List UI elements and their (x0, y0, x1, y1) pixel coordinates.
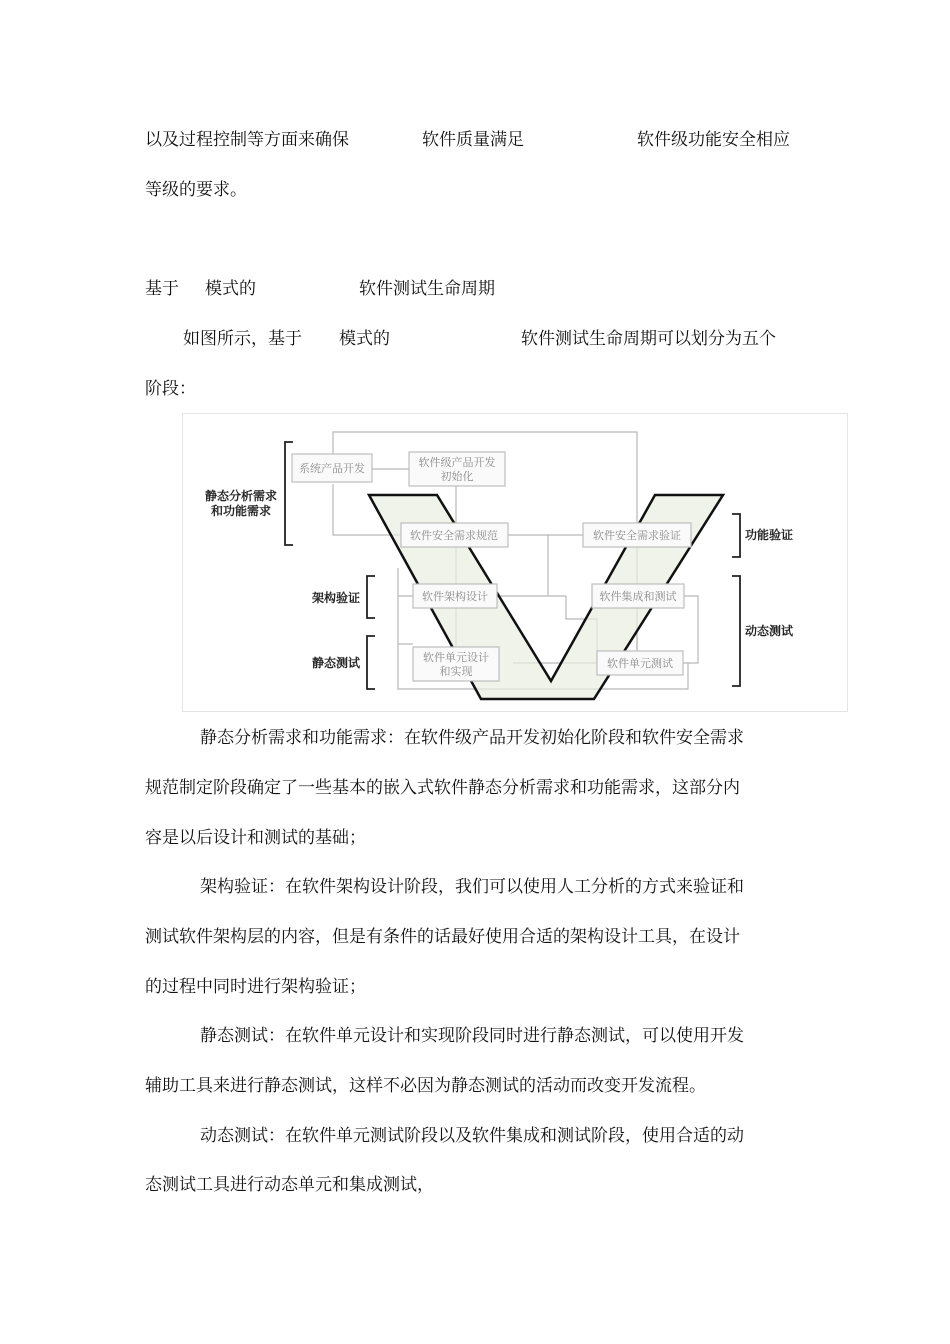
intro-text-3: 软件级功能安全相应 (637, 130, 790, 150)
para2-text-2: 测试软件架构层的内容，但是有条件的话最好使用合适的架构设计工具，在设计 (145, 927, 740, 947)
lead-text-1: 如图所示，基于 (183, 329, 302, 349)
label-static-req-1: 静态分析需求 (204, 489, 278, 503)
bracket-static-test (367, 636, 375, 689)
para1-text-3: 容是以后设计和测试的基础； (145, 828, 366, 848)
v-model-figure (182, 413, 848, 712)
bracket-dynamic-test (732, 576, 740, 686)
para4-text-2: 态测试工具进行动态单元和集成测试， (145, 1175, 434, 1195)
label-func-verify: 功能验证 (745, 528, 794, 542)
intro-text-2: 软件质量满足 (422, 130, 524, 150)
para3-text-1: 静态测试：在软件单元设计和实现阶段同时进行静态测试，可以使用开发 (200, 1026, 744, 1046)
box-system-dev-label: 系统产品开发 (299, 462, 365, 475)
heading-text-2: 模式的 (205, 279, 256, 299)
heading-text-1: 基于 (145, 279, 179, 299)
para3-text-2: 辅助工具来进行静态测试，这样不必因为静态测试的活动而改变开发流程。 (145, 1076, 706, 1096)
v-model-diagram (183, 414, 847, 711)
box-safety-verify-label: 软件安全需求验证 (593, 529, 681, 542)
label-static-req-2: 和功能需求 (210, 504, 272, 518)
para1-text-1: 静态分析需求和功能需求：在软件级产品开发初始化阶段和软件安全需求 (200, 728, 744, 748)
bracket-func-verify (732, 514, 740, 557)
lead-text-2: 模式的 (339, 329, 390, 349)
intro-text-1: 以及过程控制等方面来确保 (145, 130, 349, 150)
para4-text-1: 动态测试：在软件单元测试阶段以及软件集成和测试阶段，使用合适的动 (200, 1126, 744, 1146)
heading-text-3: 软件测试生命周期 (359, 279, 495, 299)
label-arch-verify: 架构验证 (311, 591, 361, 605)
box-sw-init-label-1: 软件级产品开发 (418, 456, 496, 469)
lead-text-4: 阶段： (145, 379, 196, 399)
box-integration-label: 软件集成和测试 (599, 590, 677, 603)
box-arch-design-label: 软件架构设计 (422, 590, 488, 603)
bracket-arch-verify (367, 576, 375, 618)
box-sw-init-label-2: 初始化 (440, 470, 474, 483)
box-unit-test-label: 软件单元测试 (607, 657, 673, 670)
box-unit-design-label-2: 和实现 (439, 665, 473, 678)
box-safety-spec-label: 软件安全需求规范 (410, 529, 498, 542)
para2-text-3: 的过程中同时进行架构验证； (145, 977, 366, 997)
label-dynamic-test: 动态测试 (745, 624, 794, 638)
intro-text-4: 等级的要求。 (145, 180, 247, 200)
para2-text-1: 架构验证：在软件架构设计阶段，我们可以使用人工分析的方式来验证和 (200, 877, 744, 897)
label-static-test: 静态测试 (311, 656, 361, 670)
para1-text-2: 规范制定阶段确定了一些基本的嵌入式软件静态分析需求和功能需求，这部分内 (145, 778, 740, 798)
box-unit-design-label-1: 软件单元设计 (423, 651, 489, 664)
lead-text-3: 软件测试生命周期可以划分为五个 (521, 329, 776, 349)
